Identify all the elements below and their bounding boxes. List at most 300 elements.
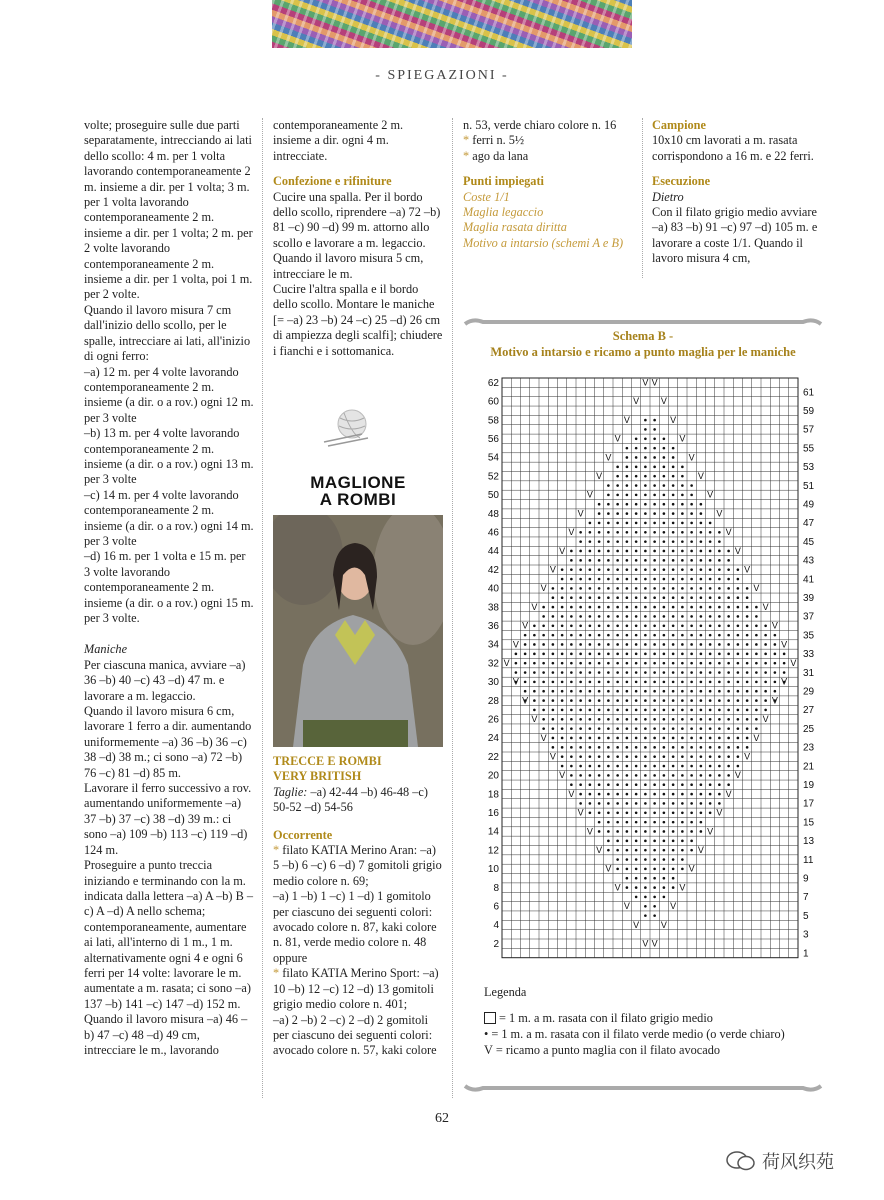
dot-stitch (672, 690, 675, 693)
dot-stitch (663, 522, 666, 525)
dot-stitch (598, 802, 601, 805)
dot-stitch (644, 765, 647, 768)
dot-stitch (542, 690, 545, 693)
dot-stitch (635, 886, 638, 889)
dot-stitch (700, 802, 703, 805)
dot-stitch (598, 531, 601, 534)
dot-stitch (653, 550, 656, 553)
dot-stitch (570, 615, 573, 618)
dot-stitch (774, 681, 777, 684)
row-label-left: 48 (487, 508, 499, 520)
v-stitch: V (734, 770, 741, 781)
dot-stitch (644, 727, 647, 730)
dot-stitch (616, 737, 619, 740)
dot-stitch (718, 662, 721, 665)
dot-stitch (653, 727, 656, 730)
v-stitch: V (596, 470, 603, 481)
paragraph: –a) 1 –b) 1 –c) 1 –d) 1 gomitolo per ciascuno dei seguenti colori: avocado colore n. 87, kaki colore n. 81, verde medio colore n. 48 oppure (273, 889, 437, 965)
dot-stitch (663, 877, 666, 880)
dot-stitch (653, 466, 656, 469)
dot-stitch (700, 755, 703, 758)
dot-stitch (663, 596, 666, 599)
dot-stitch (709, 671, 712, 674)
dot-stitch (635, 699, 638, 702)
dot-stitch (598, 522, 601, 525)
dot-stitch (579, 540, 582, 543)
row-label-left: 6 (493, 901, 499, 913)
dot-stitch (653, 896, 656, 899)
dot-stitch (653, 559, 656, 562)
dot-stitch (579, 718, 582, 721)
dot-stitch (644, 783, 647, 786)
dot-stitch (644, 709, 647, 712)
dot-stitch (737, 596, 740, 599)
v-stitch: V (549, 564, 556, 575)
dot-stitch (672, 886, 675, 889)
paragraph: –a) 2 –b) 2 –c) 2 –d) 2 gomitoli per ciascuno dei seguenti colori: avocado colore n. 57, kaki colore (273, 1012, 437, 1058)
dot-stitch (607, 653, 610, 656)
dot-stitch (764, 643, 767, 646)
dot-stitch (718, 765, 721, 768)
dot-stitch (718, 615, 721, 618)
v-stitch: V (725, 527, 732, 538)
dot-stitch (700, 681, 703, 684)
dot-stitch (561, 606, 564, 609)
dot-stitch (681, 568, 684, 571)
column-2 (273, 118, 443, 359)
dot-stitch (644, 643, 647, 646)
dot-stitch (644, 624, 647, 627)
v-stitch: V (688, 863, 695, 874)
dot-stitch (616, 746, 619, 749)
dot-stitch (709, 699, 712, 702)
dot-stitch (718, 531, 721, 534)
dot-stitch (663, 737, 666, 740)
dot-stitch (700, 624, 703, 627)
dot-stitch (616, 783, 619, 786)
paragraph: Con il filato grigio medio avviare –a) 83 –b) 91 –c) 97 –d) 105 m. e lavorare a coste 1/1. Quando il lavoro misura 4 cm, (652, 205, 818, 266)
dot-stitch (681, 858, 684, 861)
dot-stitch (589, 615, 592, 618)
dot-stitch (672, 755, 675, 758)
dot-stitch (764, 690, 767, 693)
paragraph: –b) 13 m. per 4 volte lavorando contemporaneamente 2 m. insieme (a dir. o a rov.) ogni 13 m. per 3 volte (84, 426, 254, 487)
dot-stitch (755, 727, 758, 730)
dot-stitch (718, 709, 721, 712)
v-stitch: V (642, 377, 649, 388)
dot-stitch (718, 540, 721, 543)
dot-stitch (552, 662, 555, 665)
dot-stitch (579, 643, 582, 646)
dot-stitch (524, 634, 527, 637)
dot-stitch (672, 624, 675, 627)
dot-stitch (552, 727, 555, 730)
row-label-left: 16 (487, 808, 499, 820)
dot-stitch (598, 624, 601, 627)
dot-stitch (709, 690, 712, 693)
dot-stitch (616, 503, 619, 506)
dot-stitch (552, 596, 555, 599)
dot-stitch (755, 653, 758, 656)
dot-stitch (727, 587, 730, 590)
dot-stitch (709, 606, 712, 609)
dot-stitch (607, 540, 610, 543)
dot-stitch (653, 718, 656, 721)
dot-stitch (681, 559, 684, 562)
dot-stitch (644, 540, 647, 543)
dot-stitch (607, 821, 610, 824)
dot-stitch (709, 755, 712, 758)
dot-stitch (653, 849, 656, 852)
dot-stitch (700, 830, 703, 833)
dot-stitch (626, 868, 629, 871)
dot-stitch (644, 671, 647, 674)
dot-stitch (598, 578, 601, 581)
row-label-left: 36 (487, 621, 499, 633)
dot-stitch (672, 615, 675, 618)
row-label-right: 53 (803, 462, 815, 474)
dot-stitch (635, 643, 638, 646)
dot-stitch (718, 774, 721, 777)
dot-stitch (635, 475, 638, 478)
dot-stitch (672, 737, 675, 740)
dot-stitch (653, 886, 656, 889)
paragraph: –a) 12 m. per 4 volte lavorando contemporaneamente 2 m. insieme (a dir. o a rov.) ogni 12 m. per 3 volte (84, 364, 254, 425)
legend-item: = 1 m. a m. rasata con il filato grigio medio (484, 1010, 824, 1026)
dot-stitch (644, 559, 647, 562)
dot-stitch (589, 709, 592, 712)
v-stitch: V (670, 414, 677, 425)
dot-stitch (746, 662, 749, 665)
dot-stitch (690, 578, 693, 581)
dot-stitch (663, 793, 666, 796)
dot-stitch (700, 522, 703, 525)
dot-stitch (709, 802, 712, 805)
dot-stitch (635, 596, 638, 599)
dot-stitch (681, 699, 684, 702)
dot-stitch (653, 531, 656, 534)
dot-stitch (663, 540, 666, 543)
dot-stitch (626, 821, 629, 824)
dot-stitch (570, 755, 573, 758)
dot-stitch (635, 466, 638, 469)
dot-stitch (607, 484, 610, 487)
dot-stitch (635, 615, 638, 618)
dot-stitch (737, 606, 740, 609)
v-stitch: V (660, 396, 667, 407)
dot-stitch (718, 746, 721, 749)
row-label-right: 15 (803, 817, 815, 829)
dot-stitch (690, 840, 693, 843)
dot-stitch (663, 765, 666, 768)
row-label-left: 28 (487, 695, 499, 707)
row-label-right: 21 (803, 761, 815, 773)
dot-stitch (681, 531, 684, 534)
dot-stitch (690, 746, 693, 749)
dot-stitch (552, 746, 555, 749)
dot-stitch (681, 522, 684, 525)
dot-stitch (718, 559, 721, 562)
dot-stitch (774, 671, 777, 674)
dot-stitch (644, 531, 647, 534)
dot-stitch (663, 512, 666, 515)
dot-stitch (681, 737, 684, 740)
dot-stitch (598, 615, 601, 618)
dot-stitch (644, 512, 647, 515)
dot-stitch (598, 737, 601, 740)
dot-stitch (746, 699, 749, 702)
dot-stitch (672, 531, 675, 534)
dot-stitch (533, 653, 536, 656)
dot-stitch (616, 484, 619, 487)
dot-stitch (570, 765, 573, 768)
dot-stitch (690, 596, 693, 599)
dot-stitch (644, 821, 647, 824)
dot-stitch (681, 587, 684, 590)
dot-stitch (635, 494, 638, 497)
dot-stitch (635, 727, 638, 730)
paragraph: Proseguire a punto treccia iniziando e terminando con la m. indicata dalla lettera –a) A –b) B –c) A –d) A nello schema; contemporaneamente, aumentare ai lati, all'interno di 1 m., 1 m. alternativamente ogni 4 e ogni 6 ferri per 14 volte: lavorare le m. aumentate a m. rasata; ci sono –a) 137 –b) 141 –c) 147 –d) 152 m. (84, 858, 254, 1011)
dot-stitch (579, 587, 582, 590)
v-stitch: V (605, 863, 612, 874)
dot-stitch (616, 550, 619, 553)
legend (484, 984, 824, 1058)
dot-stitch (663, 755, 666, 758)
dot-stitch (653, 512, 656, 515)
dot-stitch (635, 877, 638, 880)
dot-stitch (579, 568, 582, 571)
dot-stitch (672, 484, 675, 487)
dot-stitch (552, 671, 555, 674)
dot-stitch (746, 737, 749, 740)
dot-stitch (653, 755, 656, 758)
dot-stitch (681, 671, 684, 674)
dot-stitch (561, 699, 564, 702)
dot-stitch (653, 765, 656, 768)
dot-stitch (635, 811, 638, 814)
dot-stitch (626, 718, 629, 721)
dot-stitch (607, 578, 610, 581)
dot-stitch (746, 615, 749, 618)
dot-stitch (690, 540, 693, 543)
dot-stitch (589, 662, 592, 665)
dot-stitch (542, 709, 545, 712)
dot-stitch (681, 606, 684, 609)
dot-stitch (561, 662, 564, 665)
paragraph: Quando il lavoro misura –a) 46 –b) 47 –c) 48 –d) 49 cm, intrecciare le m., lavorando (84, 1012, 248, 1057)
dot-stitch (644, 447, 647, 450)
row-label-left: 34 (487, 639, 499, 651)
dot-stitch (764, 699, 767, 702)
dot-stitch (709, 783, 712, 786)
dot-stitch (690, 774, 693, 777)
dot-stitch (727, 568, 730, 571)
dot-stitch (718, 802, 721, 805)
dot-stitch (626, 540, 629, 543)
dot-stitch (589, 606, 592, 609)
dot-stitch (533, 671, 536, 674)
dot-stitch (663, 624, 666, 627)
dot-stitch (561, 681, 564, 684)
dot-stitch (644, 456, 647, 459)
dot-stitch (635, 512, 638, 515)
v-stitch: V (679, 433, 686, 444)
dot-stitch (561, 737, 564, 740)
dot-stitch (764, 709, 767, 712)
dot-stitch (533, 699, 536, 702)
v-stitch: V (651, 377, 658, 388)
dot-stitch (663, 559, 666, 562)
dot-stitch (681, 811, 684, 814)
v-stitch: V (596, 844, 603, 855)
dot-stitch (700, 606, 703, 609)
dot-stitch (626, 699, 629, 702)
dot-stitch (607, 737, 610, 740)
dot-stitch (700, 699, 703, 702)
column-divider (452, 118, 453, 1098)
row-label-left: 26 (487, 714, 499, 726)
scheme-title: Schema B - Motivo a intarsio e ricamo a punto maglia per le maniche (490, 329, 796, 359)
dot-stitch (570, 737, 573, 740)
dot-stitch (690, 615, 693, 618)
dot-stitch (718, 606, 721, 609)
dot-stitch (598, 765, 601, 768)
dot-stitch (635, 737, 638, 740)
dot-stitch (727, 755, 730, 758)
dot-stitch (644, 811, 647, 814)
column-divider (262, 118, 263, 1098)
row-label-right: 47 (803, 518, 815, 530)
dot-stitch (690, 503, 693, 506)
dot-stitch (589, 634, 592, 637)
dot-stitch (663, 783, 666, 786)
dot-stitch (700, 821, 703, 824)
dot-stitch (552, 624, 555, 627)
dot-stitch (524, 662, 527, 665)
dot-stitch (635, 624, 638, 627)
dot-stitch (616, 475, 619, 478)
dot-stitch (764, 681, 767, 684)
dot-stitch (700, 737, 703, 740)
dot-stitch (561, 709, 564, 712)
dot-stitch (746, 606, 749, 609)
dot-stitch (616, 709, 619, 712)
dot-stitch (774, 662, 777, 665)
dot-stitch (672, 840, 675, 843)
dot-stitch (607, 840, 610, 843)
dot-stitch (626, 709, 629, 712)
dot-stitch (681, 550, 684, 553)
dot-stitch (672, 512, 675, 515)
dot-stitch (737, 662, 740, 665)
dot-stitch (616, 540, 619, 543)
dot-stitch (635, 821, 638, 824)
dot-stitch (626, 559, 629, 562)
dot-stitch (598, 606, 601, 609)
dot-stitch (746, 690, 749, 693)
dot-stitch (774, 643, 777, 646)
dot-stitch (727, 615, 730, 618)
dot-stitch (579, 662, 582, 665)
dot-stitch (616, 671, 619, 674)
dot-stitch (727, 681, 730, 684)
dot-stitch (681, 578, 684, 581)
dot-stitch (755, 643, 758, 646)
dot-stitch (644, 578, 647, 581)
dot-stitch (644, 475, 647, 478)
dot-stitch (663, 437, 666, 440)
dot-stitch (616, 849, 619, 852)
page-number: 62 (435, 1111, 449, 1126)
dot-stitch (681, 793, 684, 796)
dot-stitch (690, 634, 693, 637)
dot-stitch (700, 662, 703, 665)
dot-stitch (570, 709, 573, 712)
paragraph: 10x10 cm lavorati a m. rasata corrispondono a 16 m. e 22 ferri. (652, 133, 814, 163)
dot-stitch (672, 606, 675, 609)
dot-stitch (663, 774, 666, 777)
dot-stitch (616, 840, 619, 843)
dot-stitch (598, 662, 601, 665)
dot-stitch (690, 793, 693, 796)
dot-stitch (644, 755, 647, 758)
dot-stitch (598, 774, 601, 777)
dot-stitch (737, 615, 740, 618)
dot-stitch (727, 624, 730, 627)
dot-stitch (644, 437, 647, 440)
dot-stitch (663, 699, 666, 702)
v-stitch: V (697, 844, 704, 855)
dot-stitch (542, 671, 545, 674)
dot-stitch (653, 671, 656, 674)
dot-stitch (727, 596, 730, 599)
row-label-left: 56 (487, 434, 499, 446)
dot-stitch (607, 634, 610, 637)
dot-stitch (718, 737, 721, 740)
dot-stitch (672, 568, 675, 571)
dot-stitch (626, 774, 629, 777)
dot-stitch (764, 671, 767, 674)
dot-stitch (718, 568, 721, 571)
dot-stitch (727, 709, 730, 712)
dot-stitch (626, 624, 629, 627)
row-label-right: 9 (803, 873, 809, 885)
dot-stitch (746, 727, 749, 730)
dot-stitch (589, 522, 592, 525)
dot-stitch (598, 690, 601, 693)
dot-stitch (718, 550, 721, 553)
dot-stitch (579, 765, 582, 768)
paragraph: –d) 16 m. per 1 volta e 15 m. per 3 volte lavorando contemporaneamente 2 m. insieme (a dir. o a rov.) ogni 15 m. per 3 volte. (84, 549, 254, 625)
v-stitch: V (531, 601, 538, 612)
dot-stitch (589, 653, 592, 656)
dot-stitch (709, 727, 712, 730)
paragraph: Cucire una spalla. Per il bordo dello scollo, riprendere –a) 72 –b) 81 –c) 90 –d) 99 m. attorno allo scollo e lavorare a m. legaccio. Quando il lavoro misura 5 cm, intrecciare le m. (273, 189, 441, 281)
dot-stitch (635, 802, 638, 805)
column-divider (642, 118, 643, 278)
dot-stitch (579, 699, 582, 702)
dot-stitch (552, 643, 555, 646)
v-stitch: V (790, 657, 797, 668)
dot-stitch (542, 718, 545, 721)
model-photo (273, 515, 443, 747)
dot-stitch (635, 765, 638, 768)
dot-stitch (635, 690, 638, 693)
dot-stitch (644, 606, 647, 609)
dot-stitch (579, 690, 582, 693)
dot-stitch (635, 634, 638, 637)
dot-stitch (644, 596, 647, 599)
